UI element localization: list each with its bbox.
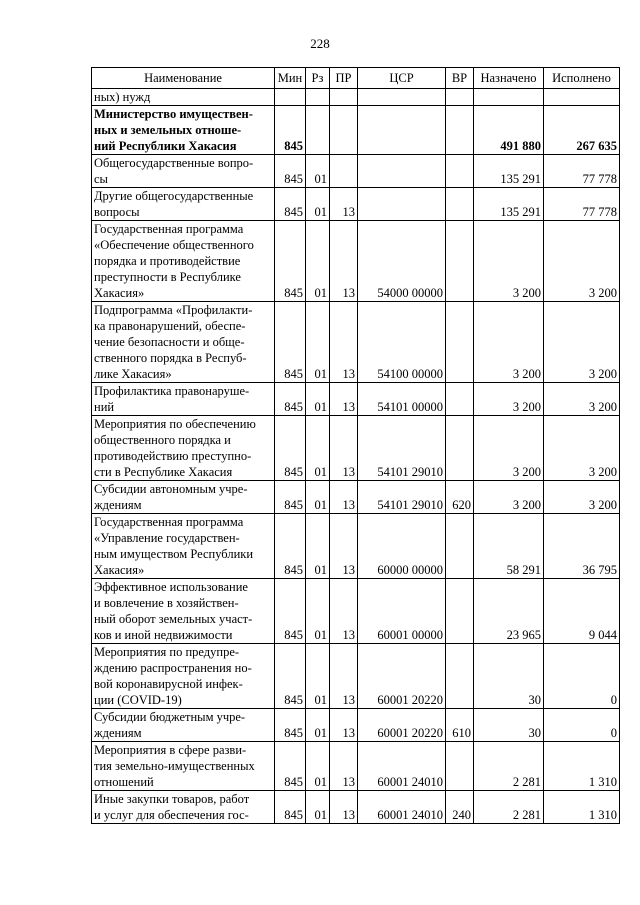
cell-name-line: Государственная программа — [94, 222, 244, 236]
cell-name-line: ный оборот земельных участ- — [94, 612, 253, 626]
cell-rz: 01 — [306, 644, 330, 709]
cell-naznacheno: 3 200 — [474, 416, 544, 481]
cell-ispolneno: 77 778 — [544, 155, 620, 188]
cell-rz: 01 — [306, 481, 330, 514]
cell-pr: 13 — [330, 416, 358, 481]
cell-rz: 01 — [306, 188, 330, 221]
cell-ispolneno: 267 635 — [544, 106, 620, 155]
cell-csr — [358, 89, 446, 106]
cell-vr — [446, 416, 474, 481]
cell-csr — [358, 106, 446, 155]
cell-vr: 240 — [446, 791, 474, 824]
cell-vr — [446, 221, 474, 302]
cell-min: 845 — [275, 416, 306, 481]
cell-name-line: Субсидии автономным учре- — [94, 482, 248, 496]
table-row — [92, 481, 620, 514]
cell-name-line: Общегосударственные вопро- — [94, 156, 254, 170]
cell-min: 845 — [275, 579, 306, 644]
cell-csr: 54101 29010 — [358, 416, 446, 481]
cell-naznacheno: 3 200 — [474, 481, 544, 514]
cell-name-line: Иные закупки товаров, работ — [94, 792, 250, 806]
cell-name — [92, 89, 275, 106]
cell-name-line: ний — [94, 400, 115, 414]
cell-naznacheno: 23 965 — [474, 579, 544, 644]
header-csr: ЦСР — [358, 68, 446, 89]
cell-name-line: ний Республики Хакасия — [94, 139, 237, 153]
cell-csr — [358, 188, 446, 221]
table-row — [92, 644, 620, 709]
cell-name-line: Мероприятия по обеспечению — [94, 417, 256, 431]
cell-name-line: Профилактика правонаруше- — [94, 384, 250, 398]
cell-naznacheno: 3 200 — [474, 302, 544, 383]
cell-ispolneno: 1 310 — [544, 742, 620, 791]
cell-rz: 01 — [306, 791, 330, 824]
cell-rz: 01 — [306, 709, 330, 742]
cell-ispolneno: 3 200 — [544, 221, 620, 302]
cell-vr: 610 — [446, 709, 474, 742]
cell-pr: 13 — [330, 644, 358, 709]
cell-vr — [446, 302, 474, 383]
table-row — [92, 106, 620, 155]
cell-min: 845 — [275, 481, 306, 514]
cell-name — [92, 514, 275, 579]
cell-rz: 01 — [306, 579, 330, 644]
table-row — [92, 709, 620, 742]
table-row — [92, 302, 620, 383]
cell-pr: 13 — [330, 221, 358, 302]
table-row — [92, 188, 620, 221]
cell-ispolneno: 77 778 — [544, 188, 620, 221]
cell-pr: 13 — [330, 791, 358, 824]
cell-rz: 01 — [306, 155, 330, 188]
cell-name-line: тия земельно-имущественных — [94, 759, 255, 773]
cell-name-line: ственного порядка в Респуб- — [94, 351, 247, 365]
table-row — [92, 221, 620, 302]
cell-min: 845 — [275, 106, 306, 155]
header-min: Мин — [275, 68, 306, 89]
cell-name-line: Подпрограмма «Профилакти- — [94, 303, 253, 317]
cell-csr: 60001 20220 — [358, 644, 446, 709]
cell-name — [92, 302, 275, 383]
header-name: Наименование — [92, 68, 275, 89]
cell-vr — [446, 644, 474, 709]
cell-vr — [446, 89, 474, 106]
cell-ispolneno: 9 044 — [544, 579, 620, 644]
header-naznacheno: Назначено — [474, 68, 544, 89]
budget-table — [91, 67, 620, 824]
cell-name-line: и услуг для обеспечения гос- — [94, 808, 249, 822]
cell-min: 845 — [275, 302, 306, 383]
cell-name-line: порядка и противодействие — [94, 254, 241, 268]
cell-rz: 01 — [306, 383, 330, 416]
cell-csr — [358, 155, 446, 188]
cell-name-line: Мероприятия в сфере разви- — [94, 743, 247, 757]
cell-ispolneno — [544, 89, 620, 106]
cell-name-line: и вовлечение в хозяйствен- — [94, 596, 239, 610]
header-rz: Рз — [306, 68, 330, 89]
cell-name-line: вой коронавирусной инфек- — [94, 677, 243, 691]
cell-min — [275, 89, 306, 106]
cell-name-line: «Управление государствен- — [94, 531, 240, 545]
cell-naznacheno — [474, 89, 544, 106]
cell-naznacheno: 491 880 — [474, 106, 544, 155]
cell-pr: 13 — [330, 579, 358, 644]
cell-name-line: ных и земельных отноше- — [94, 123, 242, 137]
cell-name — [92, 155, 275, 188]
cell-name-line: ции (COVID-19) — [94, 693, 182, 707]
table-body — [92, 89, 620, 824]
cell-csr: 60001 20220 — [358, 709, 446, 742]
table-row — [92, 579, 620, 644]
cell-min: 845 — [275, 155, 306, 188]
header-vr: ВР — [446, 68, 474, 89]
cell-rz: 01 — [306, 221, 330, 302]
cell-name-line: чение безопасности и обще- — [94, 335, 245, 349]
header-pr: ПР — [330, 68, 358, 89]
cell-name-line: лике Хакасия» — [94, 367, 172, 381]
cell-ispolneno: 0 — [544, 644, 620, 709]
cell-naznacheno: 2 281 — [474, 791, 544, 824]
cell-name — [92, 221, 275, 302]
cell-name-line: ждению распространения но- — [94, 661, 252, 675]
cell-name-line: преступности в Республике — [94, 270, 241, 284]
cell-vr: 620 — [446, 481, 474, 514]
cell-min: 845 — [275, 188, 306, 221]
cell-name — [92, 644, 275, 709]
cell-naznacheno: 58 291 — [474, 514, 544, 579]
cell-vr — [446, 742, 474, 791]
cell-pr: 13 — [330, 514, 358, 579]
cell-pr: 13 — [330, 709, 358, 742]
cell-name-line: противодействию преступно- — [94, 449, 252, 463]
cell-csr: 54101 00000 — [358, 383, 446, 416]
cell-ispolneno: 3 200 — [544, 383, 620, 416]
cell-vr — [446, 383, 474, 416]
header-ispolneno: Исполнено — [544, 68, 620, 89]
cell-rz: 01 — [306, 416, 330, 481]
cell-csr: 54100 00000 — [358, 302, 446, 383]
cell-name-line: Мероприятия по предупре- — [94, 645, 240, 659]
cell-name-line: ным имуществом Республики — [94, 547, 254, 561]
cell-name — [92, 383, 275, 416]
cell-vr — [446, 106, 474, 155]
cell-name — [92, 188, 275, 221]
cell-name-line: ждениям — [94, 726, 142, 740]
cell-ispolneno: 3 200 — [544, 481, 620, 514]
cell-name-line: «Обеспечение общественного — [94, 238, 254, 252]
cell-name-line: Государственная программа — [94, 515, 244, 529]
cell-naznacheno: 135 291 — [474, 155, 544, 188]
cell-rz — [306, 89, 330, 106]
cell-csr: 54000 00000 — [358, 221, 446, 302]
cell-pr: 13 — [330, 302, 358, 383]
cell-pr — [330, 155, 358, 188]
cell-min: 845 — [275, 221, 306, 302]
cell-name-line: отношений — [94, 775, 154, 789]
cell-min: 845 — [275, 742, 306, 791]
table-row — [92, 742, 620, 791]
cell-ispolneno: 3 200 — [544, 416, 620, 481]
cell-naznacheno: 3 200 — [474, 383, 544, 416]
cell-vr — [446, 514, 474, 579]
cell-rz: 01 — [306, 742, 330, 791]
cell-pr: 13 — [330, 383, 358, 416]
cell-name-line: Хакасия» — [94, 563, 145, 577]
cell-naznacheno: 2 281 — [474, 742, 544, 791]
cell-rz: 01 — [306, 514, 330, 579]
cell-min: 845 — [275, 644, 306, 709]
table-row — [92, 514, 620, 579]
cell-vr — [446, 579, 474, 644]
table-header-row — [92, 68, 620, 89]
cell-name-line: ных) нужд — [94, 90, 151, 104]
table-row — [92, 89, 620, 106]
cell-name-line: Субсидии бюджетным учре- — [94, 710, 246, 724]
cell-ispolneno: 1 310 — [544, 791, 620, 824]
cell-min: 845 — [275, 514, 306, 579]
table-row — [92, 791, 620, 824]
cell-rz: 01 — [306, 302, 330, 383]
cell-name-line: Другие общегосударственные — [94, 189, 254, 203]
cell-naznacheno: 30 — [474, 709, 544, 742]
cell-ispolneno: 0 — [544, 709, 620, 742]
cell-vr — [446, 188, 474, 221]
table-row — [92, 155, 620, 188]
cell-csr: 60001 24010 — [358, 791, 446, 824]
cell-rz — [306, 106, 330, 155]
cell-vr — [446, 155, 474, 188]
page-number: 228 — [310, 36, 330, 51]
cell-ispolneno: 36 795 — [544, 514, 620, 579]
cell-pr: 13 — [330, 742, 358, 791]
cell-naznacheno: 135 291 — [474, 188, 544, 221]
cell-pr: 13 — [330, 481, 358, 514]
cell-pr — [330, 89, 358, 106]
cell-ispolneno: 3 200 — [544, 302, 620, 383]
cell-naznacheno: 3 200 — [474, 221, 544, 302]
cell-csr: 60001 24010 — [358, 742, 446, 791]
cell-min: 845 — [275, 383, 306, 416]
cell-name — [92, 481, 275, 514]
cell-name-line: ка правонарушений, обеспе- — [94, 319, 246, 333]
cell-csr: 60000 00000 — [358, 514, 446, 579]
cell-name-line: ков и иной недвижимости — [94, 628, 233, 642]
cell-name-line: Эффективное использование — [94, 580, 248, 594]
cell-name-line: ждениям — [94, 498, 142, 512]
table-row — [92, 383, 620, 416]
cell-min: 845 — [275, 709, 306, 742]
cell-name-line: Министерство имуществен- — [94, 107, 253, 121]
cell-name — [92, 791, 275, 824]
cell-name — [92, 709, 275, 742]
cell-name — [92, 416, 275, 481]
cell-name — [92, 106, 275, 155]
cell-name-line: сы — [94, 172, 108, 186]
table-row — [92, 416, 620, 481]
cell-name-line: вопросы — [94, 205, 140, 219]
cell-name-line: сти в Республике Хакасия — [94, 465, 233, 479]
cell-name — [92, 742, 275, 791]
cell-name-line: Хакасия» — [94, 286, 145, 300]
cell-naznacheno: 30 — [474, 644, 544, 709]
cell-name — [92, 579, 275, 644]
cell-csr: 60001 00000 — [358, 579, 446, 644]
cell-csr: 54101 29010 — [358, 481, 446, 514]
cell-name-line: общественного порядка и — [94, 433, 231, 447]
cell-pr — [330, 106, 358, 155]
cell-pr: 13 — [330, 188, 358, 221]
cell-min: 845 — [275, 791, 306, 824]
